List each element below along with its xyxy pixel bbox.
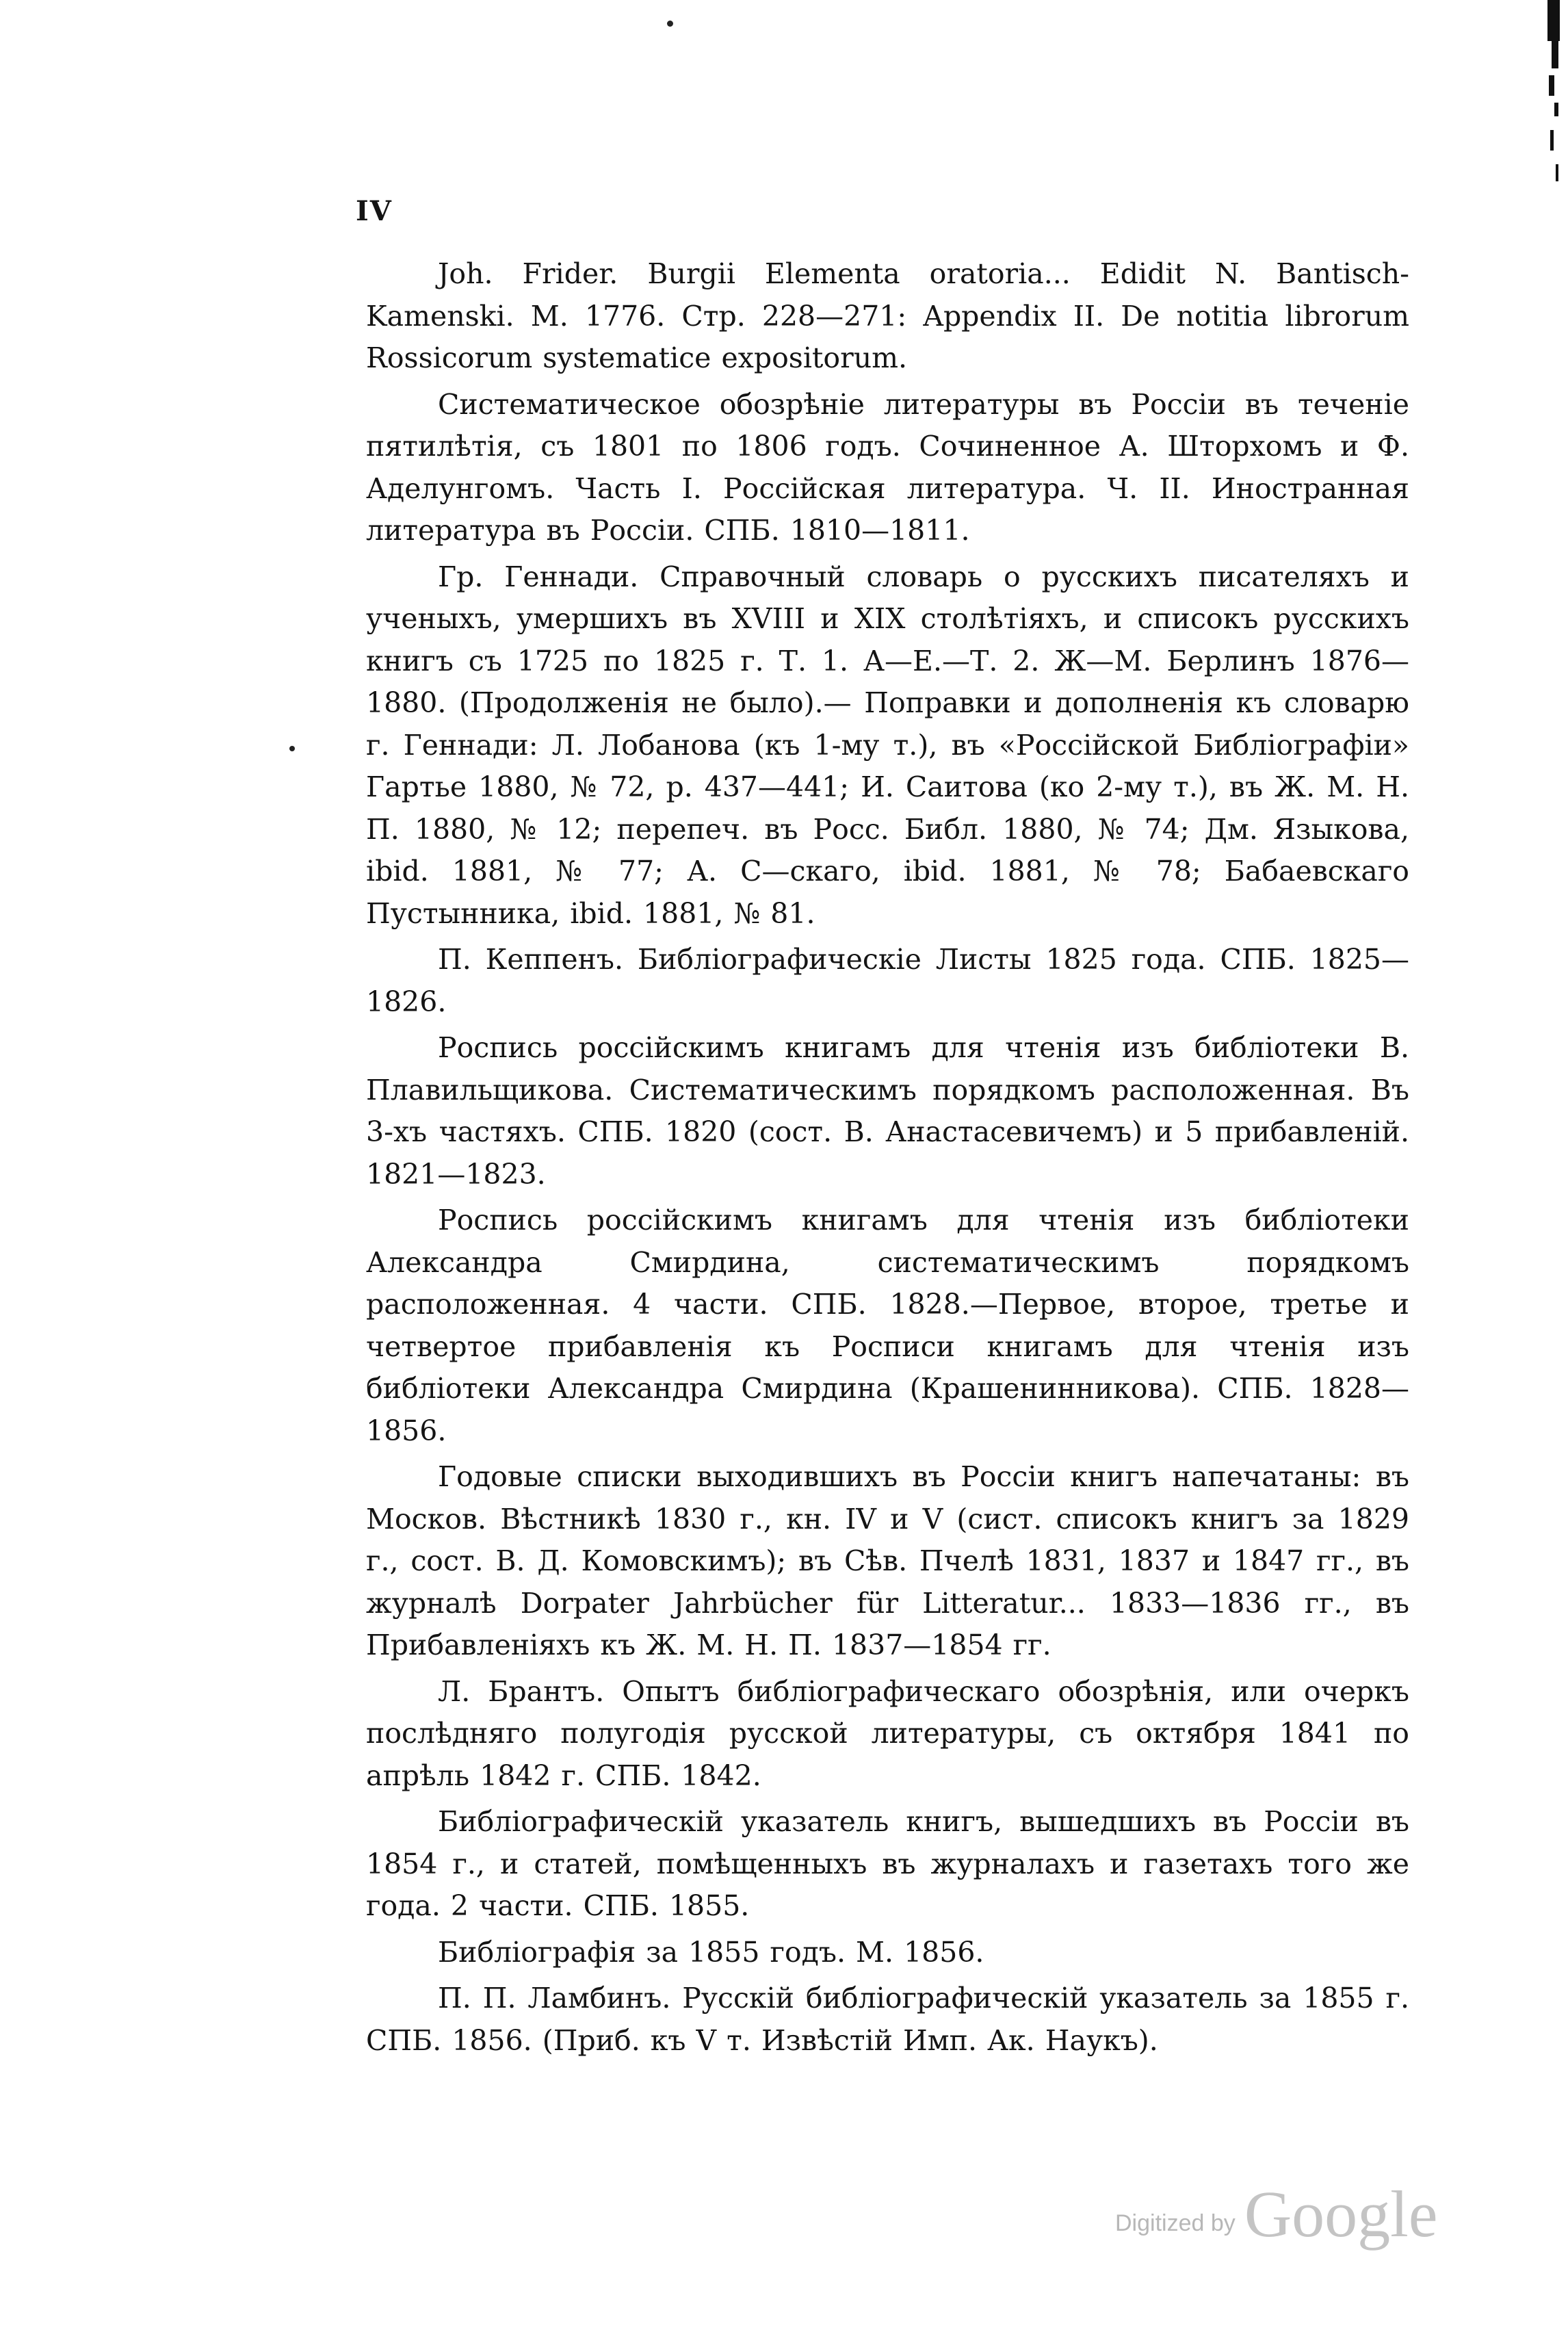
google-logo: Google: [1244, 2177, 1438, 2251]
bibliography-entry: П. Кеппенъ. Библіографическіе Листы 1825 года. СПБ. 1825—1826.: [366, 943, 1409, 1018]
bibliography-entry: Роспись россійскимъ книгамъ для чтенія изъ библіотеки Александра Смирдина, систематическимъ порядкомъ расположенная. 4 части. СПБ. 1828.—Первое, второе, третье и четвертое прибавленія къ Росписи книгамъ для чтенія изъ библіотеки Александра Смирдина (Крашенинникова). СПБ. 1828—1856.: [366, 1204, 1409, 1447]
page-number: IV: [356, 195, 393, 227]
scan-speck: [289, 746, 295, 751]
digitized-watermark: [1115, 2176, 1437, 2252]
bibliography-entry: Библіографическій указатель книгъ, вышедшихъ въ Россіи въ 1854 г., и статей, помѣщенныхъ въ журналахъ и газетахъ того же года. 2 части. СПБ. 1855.: [366, 1805, 1409, 1922]
bibliography-list: [366, 253, 1409, 2066]
bibliography-entry: Роспись россійскимъ книгамъ для чтенія изъ библіотеки В. Плавильщикова. Систематическимъ порядкомъ расположенная. Въ 3-хъ частяхъ. СПБ. 1820 (сост. В. Анастасевичемъ) и 5 прибавленій. 1821—1823.: [366, 1031, 1409, 1191]
bibliography-entry: Годовые списки выходившихъ въ Россіи книгъ напечатаны: въ Москов. Вѣстникѣ 1830 г., кн. IV и V (сист. списокъ книгъ за 1829 г., сост. В. Д. Комовскимъ); въ Сѣв. Пчелѣ 1831, 1837 и 1847 гг., въ журналѣ Dorpater Jahrbücher für Litteratur... 1833—1836 гг., въ Прибавленіяхъ къ Ж. М. Н. П. 1837—1854 гг.: [366, 1460, 1409, 1661]
bibliography-entry: Joh. Frider. Burgii Elementa oratoria... Edidit N. Bantisch-Kamenski. M. 1776. Стр. 228—271: Appendix II. De notitia librorum Rossicorum systematice expositorum.: [366, 257, 1409, 374]
bibliography-entry: Л. Брантъ. Опытъ библіографическаго обозрѣнія, или очеркъ послѣдняго полугодія русской литературы, съ октября 1841 по апрѣль 1842 г. СПБ. 1842.: [366, 1674, 1409, 1792]
scan-speck: [667, 21, 673, 27]
bibliography-entry: П. П. Ламбинъ. Русскій библіографическій указатель за 1855 г. СПБ. 1856. (Приб. къ V т. Извѣстій Имп. Ак. Наукъ).: [366, 1982, 1409, 2057]
watermark-prefix: Digitized by: [1115, 2210, 1236, 2236]
scan-edge-artifact: [1506, 0, 1568, 205]
bibliography-entry: Библіографія за 1855 годъ. М. 1856.: [438, 1935, 984, 1969]
bibliography-entry: Гр. Геннади. Справочный словарь о русскихъ писателяхъ и ученыхъ, умершихъ въ XVIII и XIX столѣтіяхъ, и списокъ русскихъ книгъ съ 1725 по 1825 г. Т. 1. А—Е.—Т. 2. Ж—М. Берлинъ 1876—1880. (Продолженія не было).— Поправки и дополненія къ словарю г. Геннади: Л. Лобанова (къ 1-му т.), въ «Россійской Библіографіи» Гартье 1880, № 72, р. 437—441; И. Саитова (ко 2-му т.), въ Ж. М. Н. П. 1880, № 12; перепеч. въ Росс. Библ. 1880, № 74; Дм. Языкова, ibid. 1881, № 77; А. С—скаго, ibid. 1881, № 78; Бабаевскаго Пустынника, ibid. 1881, № 81.: [366, 560, 1409, 930]
bibliography-entry: Систематическое обозрѣніе литературы въ Россіи въ теченіе пятилѣтія, съ 1801 по 1806 годъ. Сочиненное А. Шторхомъ и Ф. Аделунгомъ. Часть I. Россійская литература. Ч. II. Иностранная литература въ Россіи. СПБ. 1810—1811.: [366, 387, 1409, 547]
